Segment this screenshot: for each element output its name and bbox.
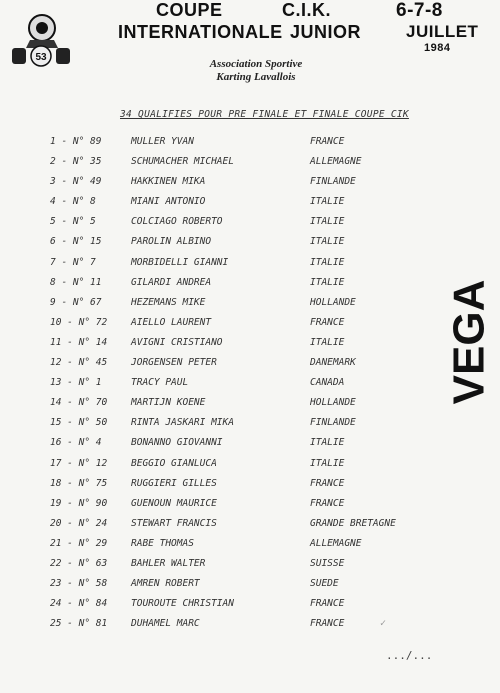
- entry-country: DANEMARK: [310, 357, 356, 369]
- entry-name: PAROLIN ALBINO: [131, 236, 212, 248]
- entry-name: GUENOUN MAURICE: [131, 497, 217, 509]
- list-item: [0, 236, 500, 256]
- header-coupe: COUPE: [156, 0, 223, 20]
- entry-name: MORBIDELLI GIANNI: [131, 256, 229, 268]
- list-item: [0, 518, 500, 538]
- header-internationale: INTERNATIONALE: [118, 22, 283, 42]
- association-logo: [8, 10, 76, 66]
- list-item: [0, 498, 500, 518]
- list-item: [0, 458, 500, 478]
- entry-rank: 17 - N° 12: [50, 457, 108, 469]
- entry-rank: 25 - N° 81: [50, 618, 108, 630]
- list-item: [0, 257, 500, 277]
- entry-rank: 6 - N° 15: [50, 236, 102, 248]
- check-mark: ✓: [380, 618, 387, 629]
- entry-name: AMREN ROBERT: [131, 578, 200, 590]
- entry-name: AVIGNI CRISTIANO: [131, 336, 223, 348]
- entry-name: DUHAMEL MARC: [131, 618, 200, 630]
- entry-country: FRANCE: [310, 618, 345, 630]
- header-month: JUILLET: [406, 22, 479, 41]
- entry-rank: 3 - N° 49: [50, 176, 102, 188]
- entry-name: MARTIJN KOENE: [131, 397, 206, 409]
- list-item: [0, 337, 500, 357]
- entry-rank: 22 - N° 63: [50, 557, 108, 569]
- entry-rank: 10 - N° 72: [50, 316, 108, 328]
- entry-country: FRANCE: [310, 497, 345, 509]
- list-item: [0, 196, 500, 216]
- entry-country: ALLEMAGNE: [310, 156, 362, 168]
- entry-country: ITALIE: [310, 336, 345, 348]
- entry-country: ITALIE: [310, 437, 345, 449]
- entry-name: BAHLER WALTER: [131, 557, 206, 569]
- entry-country: ITALIE: [310, 196, 345, 208]
- list-item: [0, 277, 500, 297]
- header-year: 1984: [424, 42, 451, 54]
- association-line-2: Karting Lavallois: [216, 71, 296, 83]
- entry-country: GRANDE BRETAGNE: [310, 517, 396, 529]
- document-subtitle: 34 QUALIFIES POUR PRE FINALE ET FINALE COUPE CIK: [120, 109, 409, 120]
- entry-country: FRANCE: [310, 598, 345, 610]
- entry-rank: 11 - N° 14: [50, 336, 108, 348]
- vega-text: VEGA: [444, 279, 494, 405]
- entry-name: COLCIAGO ROBERTO: [131, 216, 223, 228]
- entry-rank: 2 - N° 35: [50, 156, 102, 168]
- list-item: [0, 136, 500, 156]
- entry-rank: 14 - N° 70: [50, 397, 108, 409]
- entry-rank: 13 - N° 1: [50, 377, 102, 389]
- entry-rank: 8 - N° 11: [50, 276, 102, 288]
- qualifier-list: [0, 136, 500, 638]
- list-item: [0, 297, 500, 317]
- entry-name: HEZEMANS MIKE: [131, 296, 206, 308]
- entry-rank: 21 - N° 29: [50, 537, 108, 549]
- entry-country: SUEDE: [310, 578, 339, 590]
- entry-rank: 1 - N° 89: [50, 136, 102, 147]
- list-item: [0, 558, 500, 578]
- entry-country: FRANCE: [310, 477, 345, 489]
- entry-country: SUISSE: [310, 557, 345, 569]
- entry-name: BONANNO GIOVANNI: [131, 437, 223, 449]
- header-dates: 6-7-8: [396, 0, 443, 21]
- entry-name: AIELLO LAURENT: [131, 316, 212, 328]
- entry-name: BEGGIO GIANLUCA: [131, 457, 217, 469]
- list-item: [0, 317, 500, 337]
- entry-name: HAKKINEN MIKA: [131, 176, 206, 188]
- entry-country: HOLLANDE: [310, 296, 356, 308]
- entry-country: FRANCE: [310, 136, 345, 147]
- list-item: [0, 216, 500, 236]
- vega-sponsor-logo: [444, 262, 494, 422]
- entry-name: JORGENSEN PETER: [131, 357, 217, 369]
- entry-name: SCHUMACHER MICHAEL: [131, 156, 234, 168]
- entry-name: TRACY PAUL: [131, 377, 189, 389]
- entry-rank: 5 - N° 5: [50, 216, 96, 228]
- entry-country: FRANCE: [310, 316, 345, 328]
- entry-rank: 4 - N° 8: [50, 196, 96, 208]
- entry-country: FINLANDE: [310, 176, 356, 188]
- list-item: [0, 417, 500, 437]
- list-item: [0, 357, 500, 377]
- entry-name: RABE THOMAS: [131, 537, 194, 549]
- list-item: [0, 156, 500, 176]
- entry-country: ALLEMAGNE: [310, 537, 362, 549]
- entry-country: ITALIE: [310, 457, 345, 469]
- list-item: [0, 618, 500, 638]
- entry-name: TOUROUTE CHRISTIAN: [131, 598, 234, 610]
- entry-country: CANADA: [310, 377, 345, 389]
- list-item: [0, 437, 500, 457]
- association-name: [188, 58, 324, 84]
- header-junior: JUNIOR: [290, 22, 362, 42]
- logo-number: 53: [35, 52, 47, 63]
- entry-rank: 7 - N° 7: [50, 256, 96, 268]
- entry-rank: 15 - N° 50: [50, 417, 108, 429]
- list-item: [0, 397, 500, 417]
- entry-country: ITALIE: [310, 236, 345, 248]
- entry-rank: 12 - N° 45: [50, 357, 108, 369]
- entry-name: RUGGIERI GILLES: [131, 477, 217, 489]
- footer-watermark: [60, 666, 450, 684]
- entry-rank: 24 - N° 84: [50, 598, 108, 610]
- entry-country: FINLANDE: [310, 417, 356, 429]
- entry-country: ITALIE: [310, 256, 345, 268]
- association-line-1: Association Sportive: [209, 58, 303, 70]
- entry-rank: 23 - N° 58: [50, 578, 108, 590]
- entry-rank: 20 - N° 24: [50, 517, 108, 529]
- list-item: [0, 377, 500, 397]
- entry-country: ITALIE: [310, 216, 345, 228]
- header-cik: C.I.K.: [282, 0, 332, 20]
- entry-country: HOLLANDE: [310, 397, 356, 409]
- entry-name: GILARDI ANDREA: [131, 276, 212, 288]
- list-item: [0, 176, 500, 196]
- list-item: [0, 478, 500, 498]
- page-continuation-mark: .../...: [386, 649, 433, 662]
- list-item: [0, 538, 500, 558]
- entry-country: ITALIE: [310, 276, 345, 288]
- entry-rank: 18 - N° 75: [50, 477, 108, 489]
- entry-name: MIANI ANTONIO: [131, 196, 206, 208]
- entry-rank: 9 - N° 67: [50, 296, 102, 308]
- list-item: [0, 578, 500, 598]
- entry-rank: 19 - N° 90: [50, 497, 108, 509]
- entry-name: MULLER YVAN: [131, 136, 194, 147]
- entry-name: STEWART FRANCIS: [131, 517, 217, 529]
- list-item: [0, 598, 500, 618]
- entry-name: RINTA JASKARI MIKA: [131, 417, 234, 429]
- entry-rank: 16 - N° 4: [50, 437, 102, 449]
